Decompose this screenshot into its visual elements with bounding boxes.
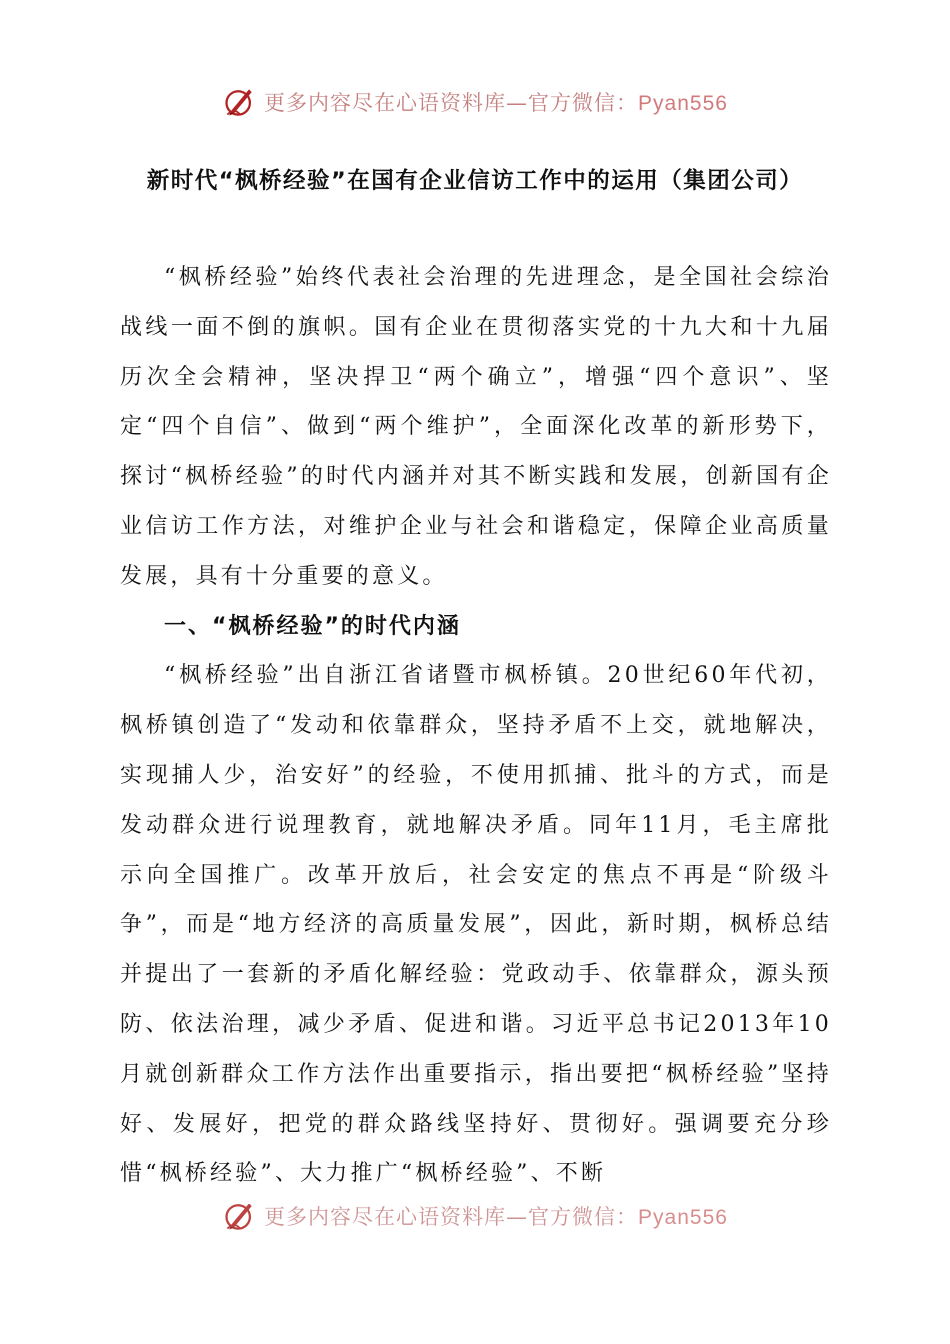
document-body <box>120 253 832 1199</box>
paragraph-intro: “枫桥经验”始终代表社会治理的先进理念，是全国社会综治战线一面不倒的旗帜。国有企业在贯彻落实党的十九大和十九届历次全会精神，坚决捍卫“两个确立”，增强“四个意识”、坚定“四个自信”、做到“两个维护”，全面深化改革的新形势下，探讨“枫桥经验”的时代内涵并对其不断实践和发展，创新国有企业信访工作方法，对维护企业与社会和谐稳定，保障企业高质量发展，具有十分重要的意义。 <box>120 265 832 589</box>
pen-logo-icon <box>222 1204 258 1234</box>
watermark-header <box>0 82 950 122</box>
watermark-text: 更多内容尽在心语资料库—官方微信：Pyan556 <box>264 1205 728 1229</box>
pen-logo-icon <box>222 84 258 120</box>
watermark-text: 更多内容尽在心语资料库—官方微信：Pyan556 <box>264 91 728 115</box>
document-title: 新时代“枫桥经验”在国有企业信访工作中的运用（集团公司） <box>146 168 804 194</box>
section-heading-1: 一、“枫桥经验”的时代内涵 <box>164 613 461 639</box>
paragraph-fengqiao-origin: “枫桥经验”出自浙江省诸暨市枫桥镇。20世纪60年代初，枫桥镇创造了“发动和依靠群众，坚持矛盾不上交，就地解决，实现捕人少，治安好”的经验，不使用抓捕、批斗的方式，而是发动群众进行说理教育，就地解决矛盾。同年11月，毛主席批示向全国推广。改革开放后，社会安定的焦点不再是“阶级斗争”，而是“地方经济的高质量发展”，因此，新时期，枫桥总结并提出了一套新的矛盾化解经验：党政动手、依靠群众，源头预防、依法治理，减少矛盾、促进和谐。习近平总书记2013年10月就创新群众工作方法作出重要指示，指出要把“枫桥经验”坚持好、发展好，把党的群众路线坚持好、贯彻好。强调要充分珍惜“枫桥经验”、大力推广“枫桥经验”、不断 <box>120 663 832 1187</box>
watermark-footer <box>0 1204 950 1240</box>
